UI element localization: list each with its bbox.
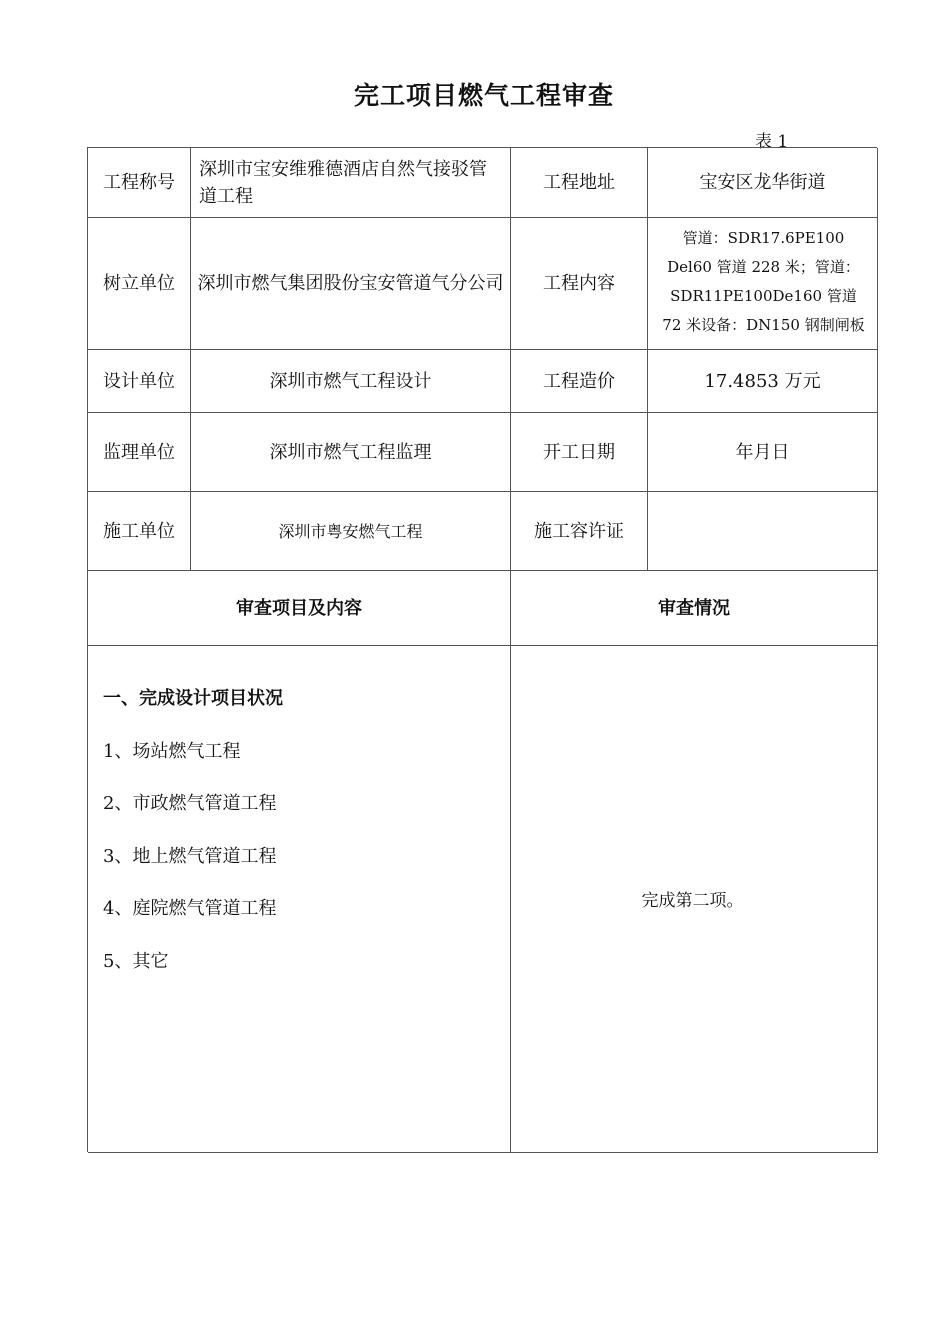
content-line: 管道：SDR17.6PE100 — [682, 229, 845, 247]
content-line: Del60 管道 228 米；管道： — [667, 258, 860, 276]
section-title: 一、完成设计项目状况 — [103, 688, 283, 709]
review-result: 完成第二项。 — [641, 891, 744, 911]
owner-value: 深圳市燃气集团股份宝安管道气分公司 — [191, 218, 511, 350]
list-item: 4、庭院燃气管道工程 — [103, 898, 277, 919]
table-number: 表 1 — [755, 132, 789, 152]
content-label: 工程内容 — [511, 218, 648, 350]
review-status-header: 审查情况 — [511, 571, 878, 646]
construction-label: 施工单位 — [88, 492, 191, 571]
review-items-list — [103, 684, 283, 977]
list-item: 5、其它 — [103, 950, 169, 972]
construction-value: 深圳市粤安燃气工程 — [191, 492, 511, 571]
permit-value — [648, 492, 878, 571]
permit-label: 施工容许证 — [511, 492, 648, 571]
content-value — [648, 218, 878, 350]
list-item: 3、地上燃气管道工程 — [103, 845, 277, 867]
list-item: 2、市政燃气管道工程 — [103, 793, 277, 814]
design-label: 设计单位 — [88, 350, 191, 413]
owner-label: 树立单位 — [88, 218, 191, 350]
review-form-table — [87, 147, 877, 1152]
cost-value: 17.4853 万元 — [648, 350, 878, 413]
cost-label: 工程造价 — [511, 350, 648, 413]
supervision-value: 深圳市燃气工程监理 — [191, 413, 511, 492]
project-name-label: 工程称号 — [88, 148, 191, 218]
start-date-value: 年月日 — [648, 413, 878, 492]
design-value: 深圳市燃气工程设计 — [191, 350, 511, 413]
supervision-label: 监理单位 — [88, 413, 191, 492]
content-line: SDR11PE100De160 管道 — [670, 287, 857, 305]
start-date-label: 开工日期 — [511, 413, 648, 492]
page-title: 完工项目燃气工程审查 — [353, 81, 614, 110]
list-item: 1、场站燃气工程 — [103, 740, 241, 762]
address-value: 宝安区龙华街道 — [648, 148, 878, 218]
address-label: 工程地址 — [511, 148, 648, 218]
project-name-value: 深圳市宝安维雅德酒店自然气接驳管道工程 — [191, 148, 511, 218]
review-items-header: 审查项目及内容 — [88, 571, 511, 646]
content-line: 72 米设备：DN150 钢制闸板 — [662, 316, 865, 334]
